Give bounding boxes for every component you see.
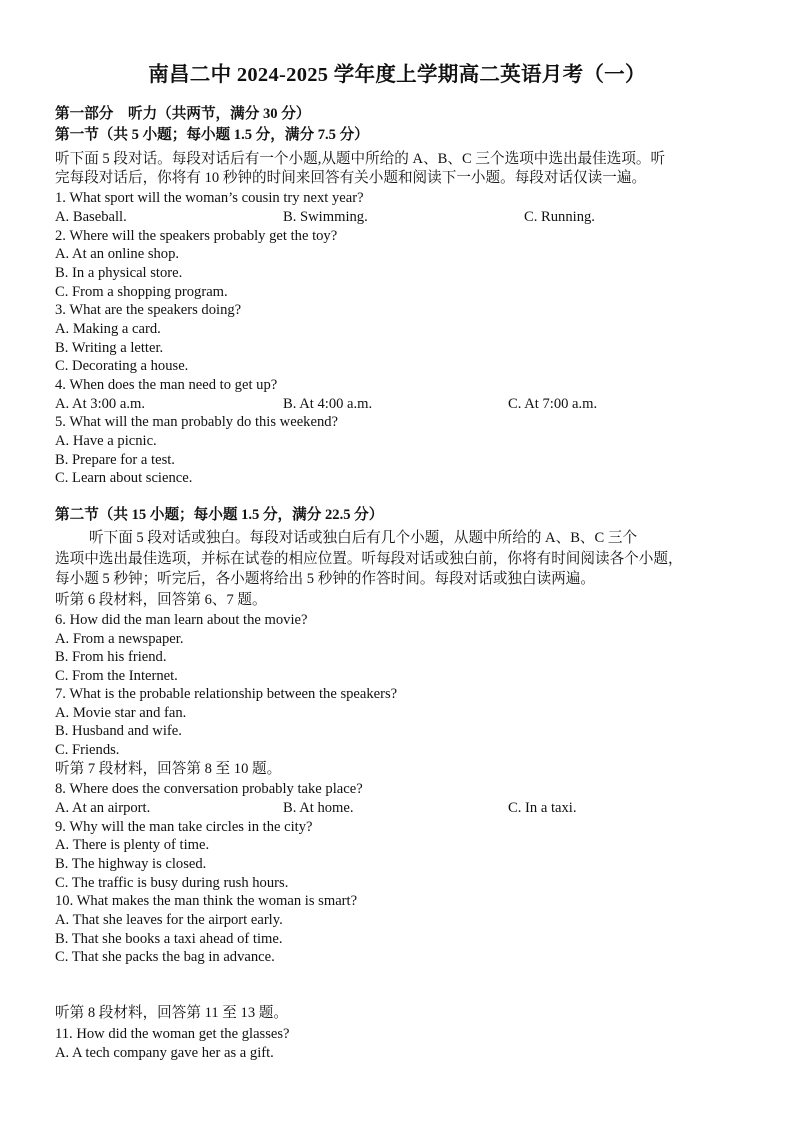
q2-option-a: A. At an online shop. bbox=[55, 246, 180, 262]
question-4: 4. When does the man need to get up? bbox=[55, 377, 278, 393]
question-5: 5. What will the man probably do this weekend? bbox=[55, 414, 339, 430]
question-10: 10. What makes the man think the woman is smart? bbox=[55, 893, 358, 909]
q10-option-b: B. That she books a taxi ahead of time. bbox=[55, 931, 283, 947]
q5-option-a: A. Have a picnic. bbox=[55, 433, 157, 449]
section2-instruction-2: 选项中选出最佳选项，并标在试卷的相应位置。听每段对话或独白前，你将有时间阅读各个小题， bbox=[55, 551, 683, 567]
q7-option-a: A. Movie star and fan. bbox=[55, 705, 187, 721]
q9-option-a: A. There is plenty of time. bbox=[55, 837, 210, 853]
question-9: 9. Why will the man take circles in the city? bbox=[55, 819, 313, 835]
part1-heading: 第一部分 听力（共两节，满分 30 分） bbox=[55, 106, 311, 122]
q9-option-c: C. The traffic is busy during rush hours. bbox=[55, 875, 289, 891]
q1-option-a: A. Baseball. bbox=[55, 209, 127, 225]
section1-instruction-2: 完每段对话后，你将有 10 秒钟的时间来回答有关小题和阅读下一小题。每段对话仅读一遍。 bbox=[55, 170, 647, 186]
q7-option-c: C. Friends. bbox=[55, 742, 120, 758]
q9-option-b: B. The highway is closed. bbox=[55, 856, 207, 872]
q4-option-b: B. At 4:00 a.m. bbox=[283, 396, 373, 412]
question-2: 2. Where will the speakers probably get the toy? bbox=[55, 228, 338, 244]
q10-option-c: C. That she packs the bag in advance. bbox=[55, 949, 275, 965]
section2-instruction-1: 听下面 5 段对话或独白。每段对话或独白后有几个小题，从题中所给的 A、B、C 三个 bbox=[89, 530, 638, 546]
material-6-note: 听第 6 段材料，回答第 6、7 题。 bbox=[55, 592, 267, 608]
material-7-note: 听第 7 段材料，回答第 8 至 10 题。 bbox=[55, 761, 282, 777]
question-11: 11. How did the woman get the glasses? bbox=[55, 1026, 290, 1042]
q6-option-c: C. From the Internet. bbox=[55, 668, 178, 684]
q4-option-a: A. At 3:00 a.m. bbox=[55, 396, 145, 412]
section2-heading: 第二节（共 15 小题；每小题 1.5 分，满分 22.5 分） bbox=[55, 507, 384, 523]
page-title: 南昌二中 2024-2025 学年度上学期高二英语月考（一） bbox=[148, 64, 646, 86]
q3-option-b: B. Writing a letter. bbox=[55, 340, 164, 356]
q8-option-a: A. At an airport. bbox=[55, 800, 151, 816]
q6-option-b: B. From his friend. bbox=[55, 649, 167, 665]
q3-option-c: C. Decorating a house. bbox=[55, 358, 189, 374]
section1-instruction-1: 听下面 5 段对话。每段对话后有一个小题,从题中所给的 A、B、C 三个选项中选出最佳选项。听 bbox=[55, 151, 666, 167]
question-3: 3. What are the speakers doing? bbox=[55, 302, 242, 318]
question-8: 8. Where does the conversation probably take place? bbox=[55, 781, 363, 797]
material-8-note: 听第 8 段材料，回答第 11 至 13 题。 bbox=[55, 1005, 288, 1021]
question-6: 6. How did the man learn about the movie? bbox=[55, 612, 308, 628]
q11-option-a: A. A tech company gave her as a gift. bbox=[55, 1045, 274, 1061]
q4-option-c: C. At 7:00 a.m. bbox=[508, 396, 598, 412]
q8-option-b: B. At home. bbox=[283, 800, 354, 816]
section1-heading: 第一节（共 5 小题；每小题 1.5 分，满分 7.5 分） bbox=[55, 127, 369, 143]
q1-option-b: B. Swimming. bbox=[283, 209, 368, 225]
question-1: 1. What sport will the woman’s cousin try next year? bbox=[55, 190, 364, 206]
q2-option-b: B. In a physical store. bbox=[55, 265, 183, 281]
q1-option-c: C. Running. bbox=[524, 209, 595, 225]
q6-option-a: A. From a newspaper. bbox=[55, 631, 184, 647]
q10-option-a: A. That she leaves for the airport early. bbox=[55, 912, 283, 928]
q8-option-c: C. In a taxi. bbox=[508, 800, 577, 816]
q2-option-c: C. From a shopping program. bbox=[55, 284, 228, 300]
question-7: 7. What is the probable relationship between the speakers? bbox=[55, 686, 398, 702]
q5-option-b: B. Prepare for a test. bbox=[55, 452, 175, 468]
q7-option-b: B. Husband and wife. bbox=[55, 723, 182, 739]
section2-instruction-3: 每小题 5 秒钟；听完后，各小题将给出 5 秒钟的作答时间。每段对话或独白读两遍。 bbox=[55, 571, 595, 587]
q5-option-c: C. Learn about science. bbox=[55, 470, 193, 486]
q3-option-a: A. Making a card. bbox=[55, 321, 161, 337]
